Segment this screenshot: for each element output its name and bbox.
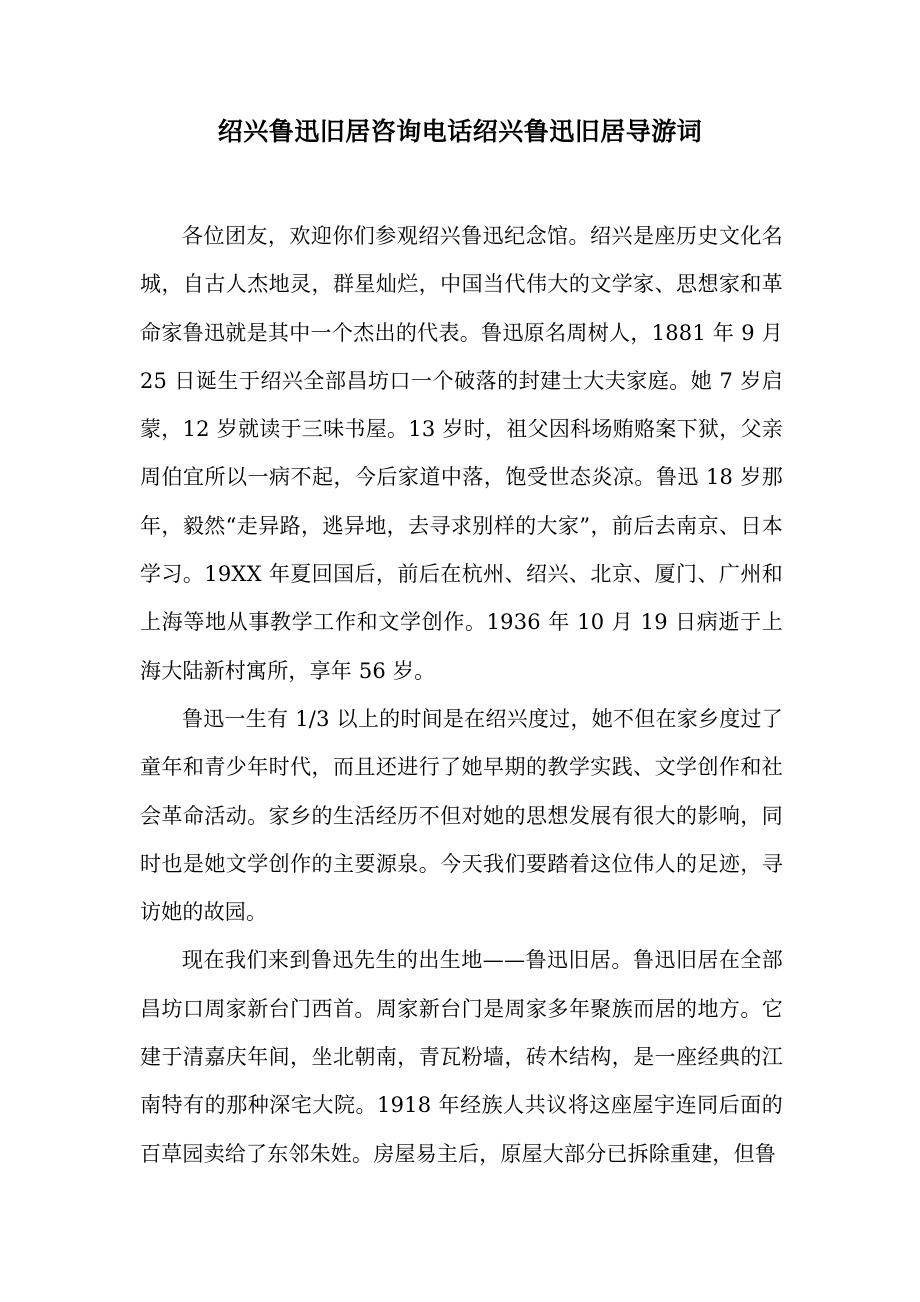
paragraph-former-residence: 现在我们来到鲁迅先生的出生地——鲁迅旧居。鲁迅旧居在全部昌坊口周家新台门西首。周家新台门是周家多年聚族而居的地方。它建于清嘉庆年间，坐北朝南，青瓦粉墙，砖木结构，是一座经典的江南特有的那种深宅大院。1918 年经族人共议将这座屋宇连同后面的百草园卖给了东邻朱姓。房屋易主后，原屋大部分已拆除重建，但鲁 — [140, 948, 783, 1166]
paragraph-shaoxing-life: 鲁迅一生有 1/3 以上的时间是在绍兴度过，她不但在家乡度过了童年和青少年时代，而且还进行了她早期的教学实践、文学创作和社会革命活动。家乡的生活经历不但对她的思想发展有很大的影响，同时也是她文学创作的主要源泉。今天我们要踏着这位伟人的足迹，寻访她的故园。 — [140, 706, 783, 925]
document-body — [140, 212, 783, 1178]
page-title: 绍兴鲁迅旧居咨询电话绍兴鲁迅旧居导游词 — [217, 117, 703, 146]
paragraph-intro: 各位团友，欢迎你们参观绍兴鲁迅纪念馆。绍兴是座历史文化名城，自古人杰地灵，群星灿烂，中国当代伟大的文学家、思想家和革命家鲁迅就是其中一个杰出的代表。鲁迅原名周树人，1881 年 9 月 25 日诞生于绍兴全部昌坊口一个破落的封建士大夫家庭。她 7 岁启蒙，12 岁就读于三味书屋。13 岁时，祖父因科场贿赂案下狱，父亲周伯宜所以一病不起，今后家道中落，饱受世态炎凉。鲁迅 18 岁那年，毅然“走异路，逃异地，去寻求别样的大家”，前后去南京、日本学习。19XX 年夏回国后，前后在杭州、绍兴、北京、厦门、广州和上海等地从事教学工作和文学创作。1936 年 10 月 19 日病逝于上海大陆新村寓所，享年 56 岁。 — [140, 224, 783, 683]
